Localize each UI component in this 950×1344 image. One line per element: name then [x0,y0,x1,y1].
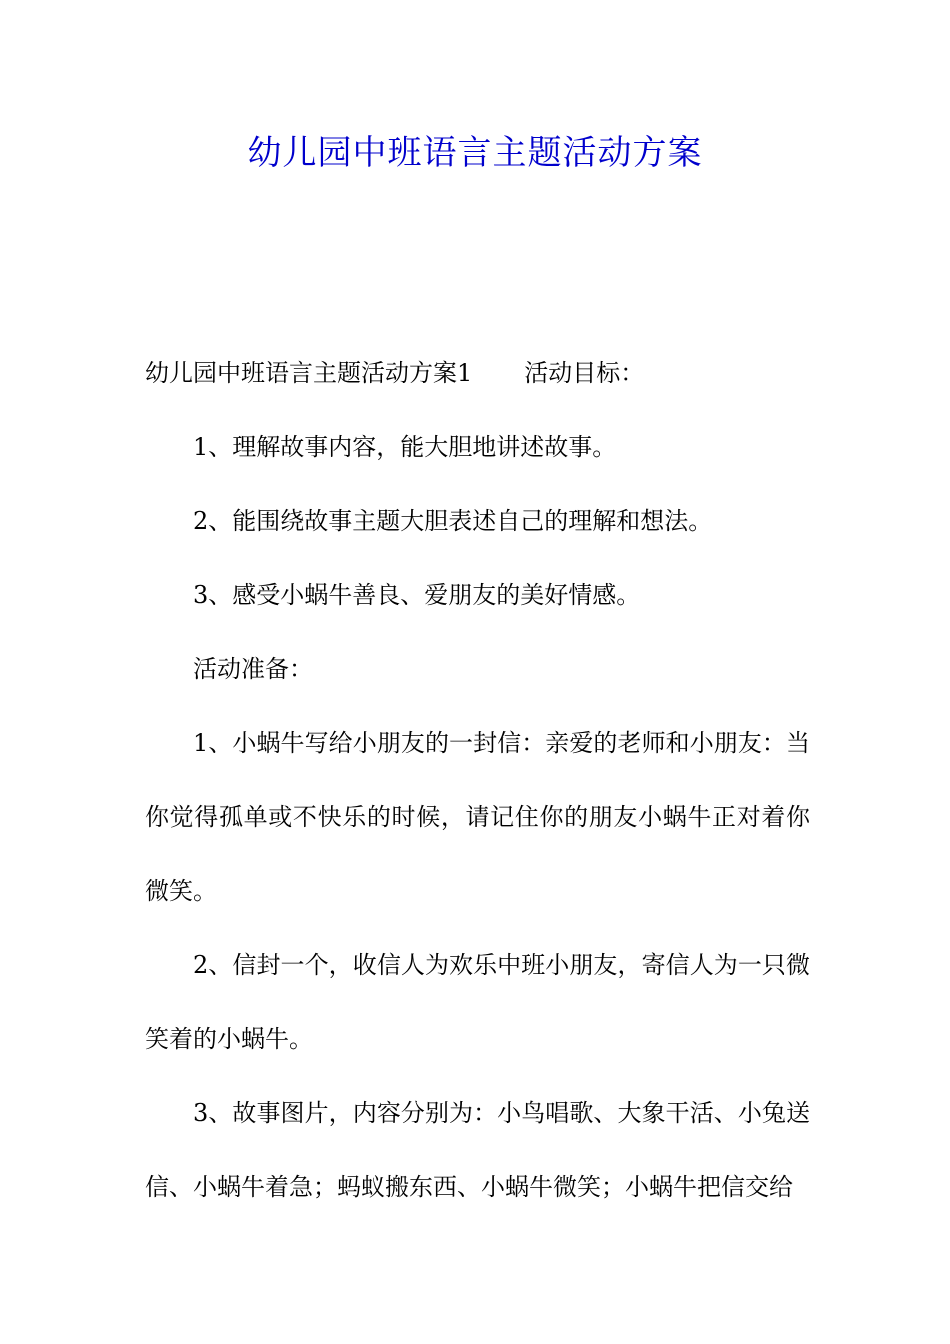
document-title: 幼儿园中班语言主题活动方案 [247,133,703,173]
paragraph: 活动准备： [193,655,313,683]
section-heading-line [145,336,810,410]
section-heading: 幼儿园中班语言主题活动方案1 [145,359,473,387]
paragraph: 2、能围绕故事主题大胆表述自己的理解和想法。 [193,507,713,535]
document-body [145,336,810,1224]
paragraph: 1、小蜗牛写给小朋友的一封信：亲爱的老师和小朋友：当你觉得孤单或不快乐的时候，请记住你的朋友小蜗牛正对着你微笑。 [145,729,810,905]
paragraph: 3、感受小蜗牛善良、爱朋友的美好情感。 [193,581,641,609]
paragraph: 3、故事图片，内容分别为：小鸟唱歌、大象干活、小兔送信、小蜗牛着急；蚂蚁搬东西、小蜗牛微笑；小蜗牛把信交给 [145,1099,810,1201]
paragraph: 2、信封一个，收信人为欢乐中班小朋友，寄信人为一只微笑着的小蜗牛。 [145,951,810,1053]
section-subheading: 活动目标： [524,359,645,387]
paragraph: 1、理解故事内容，能大胆地讲述故事。 [193,433,617,461]
